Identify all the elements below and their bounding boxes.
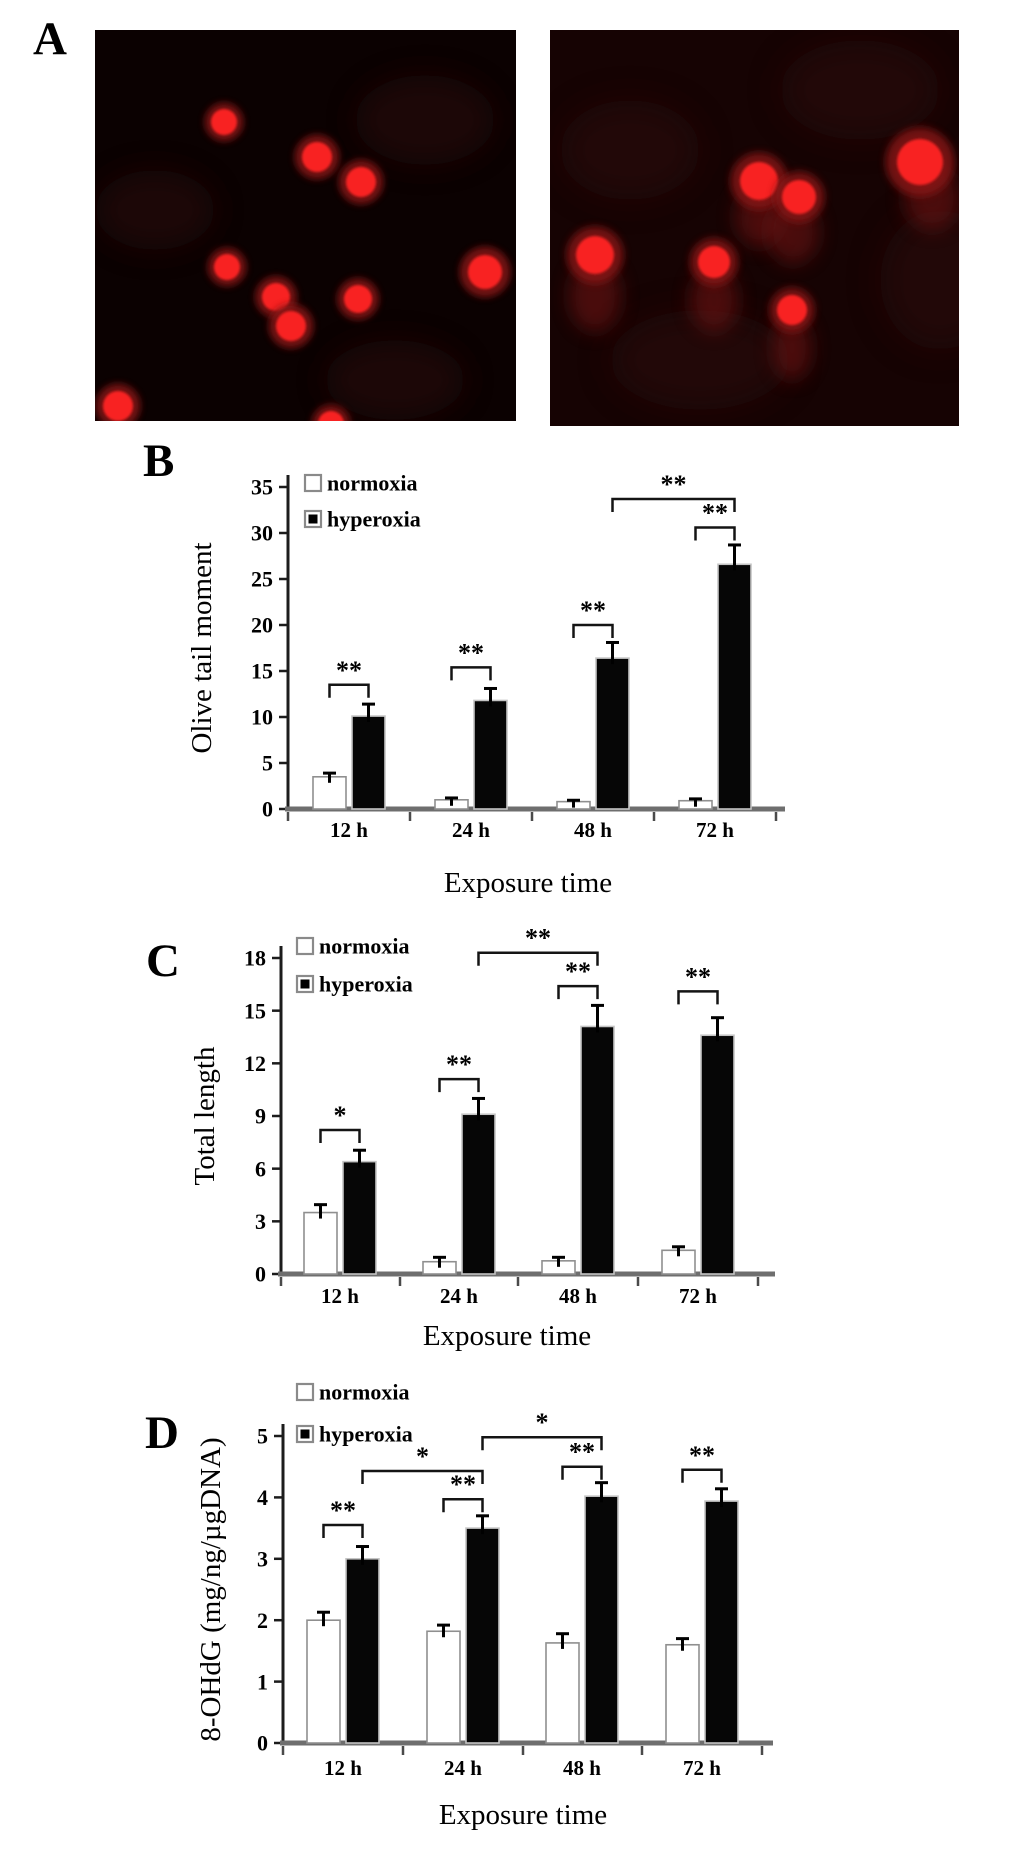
y-tick-label: 20 [251, 612, 273, 638]
bar-hyperoxia-48h [585, 1496, 618, 1743]
panel-d-label: D [145, 1407, 179, 1459]
significance-stars: ** [525, 923, 551, 953]
bar-normoxia-24h [427, 1631, 460, 1743]
significance-stars: ** [565, 957, 591, 987]
y-tick-label: 3 [255, 1209, 266, 1235]
x-category-label: 12 h [330, 818, 368, 842]
significance-stars: ** [702, 498, 728, 528]
y-tick-label: 4 [257, 1485, 268, 1511]
significance-stars: ** [689, 1440, 715, 1470]
x-category-label: 24 h [452, 818, 490, 842]
significance-stars: ** [450, 1470, 476, 1500]
significance-bracket [683, 1470, 722, 1483]
significance-bracket [679, 991, 718, 1004]
chart-panel-B [186, 470, 785, 899]
y-tick-label: 18 [244, 945, 266, 971]
bar-hyperoxia-24h [474, 700, 507, 809]
x-category-label: 24 h [440, 1284, 478, 1308]
significance-bracket [559, 986, 598, 999]
bar-normoxia-72h [666, 1645, 699, 1743]
significance-stars: ** [660, 469, 687, 499]
y-tick-label: 12 [244, 1051, 266, 1077]
significance-bracket [324, 1525, 363, 1538]
significance-stars: ** [458, 638, 484, 668]
x-category-label: 72 h [679, 1284, 717, 1308]
legend-swatch-inner-black [301, 1430, 310, 1439]
legend-swatch-normoxia-open-square-icon [297, 938, 313, 954]
significance-stars: ** [336, 655, 362, 685]
bar-hyperoxia-72h [718, 564, 751, 809]
y-tick-label: 5 [257, 1423, 268, 1449]
panel-b-label: B [143, 435, 175, 487]
bar-hyperoxia-72h [705, 1501, 738, 1743]
significance-bracket [696, 527, 735, 540]
y-tick-label: 15 [244, 998, 266, 1024]
bar-normoxia-48h [546, 1643, 579, 1743]
bar-hyperoxia-48h [581, 1026, 614, 1274]
legend-label-hyperoxia: hyperoxia [327, 506, 421, 532]
y-tick-label: 1 [257, 1669, 268, 1695]
y-tick-label: 6 [255, 1156, 266, 1182]
significance-bracket [440, 1079, 479, 1092]
significance-stars: ** [685, 962, 711, 992]
chart-panel-D [195, 1380, 773, 1831]
x-category-label: 12 h [321, 1284, 359, 1308]
x-axis-title: Exposure time [443, 867, 613, 899]
y-tick-label: 5 [262, 750, 273, 776]
bar-normoxia-12h [307, 1620, 340, 1743]
legend-swatch-normoxia-open-square-icon [297, 1384, 313, 1400]
x-axis-title: Exposure time [438, 1799, 608, 1831]
bar-hyperoxia-24h [466, 1528, 499, 1743]
y-tick-label: 10 [251, 704, 273, 730]
legend-label-normoxia: normoxia [319, 1379, 410, 1405]
bar-normoxia-12h [304, 1213, 337, 1274]
x-category-label: 48 h [563, 1756, 601, 1780]
y-axis-title: Olive tail moment [186, 542, 218, 754]
y-tick-label: 0 [257, 1730, 268, 1756]
y-tick-label: 35 [251, 474, 273, 500]
significance-stars: ** [569, 1437, 595, 1467]
y-tick-label: 0 [255, 1261, 266, 1287]
legend-swatch-inner-black [309, 515, 318, 524]
legend-label-hyperoxia: hyperoxia [319, 971, 413, 997]
panel-c-label: C [146, 935, 180, 987]
bar-hyperoxia-12h [343, 1162, 376, 1274]
significance-stars: * [333, 1101, 347, 1131]
significance-bracket [321, 1130, 360, 1143]
bar-hyperoxia-12h [352, 716, 385, 809]
y-tick-label: 3 [257, 1546, 268, 1572]
x-category-label: 24 h [444, 1756, 482, 1780]
legend-label-normoxia: normoxia [327, 470, 418, 496]
y-tick-label: 25 [251, 566, 273, 592]
significance-bracket [330, 685, 369, 698]
legend-label-hyperoxia: hyperoxia [319, 1421, 413, 1447]
panel-a-label: A [33, 13, 67, 65]
bar-hyperoxia-72h [701, 1035, 734, 1274]
significance-bracket [574, 625, 613, 638]
significance-bracket [452, 667, 491, 680]
x-axis-title: Exposure time [422, 1320, 592, 1352]
x-category-label: 72 h [683, 1756, 721, 1780]
legend-label-normoxia: normoxia [319, 933, 410, 959]
chart-panel-C [189, 924, 775, 1352]
legend-swatch-inner-black [301, 980, 310, 989]
legend-swatch-normoxia-open-square-icon [305, 475, 321, 491]
y-tick-label: 9 [255, 1103, 266, 1129]
significance-stars: ** [330, 1496, 356, 1526]
x-category-label: 48 h [574, 818, 612, 842]
significance-stars: * [416, 1441, 429, 1471]
x-category-label: 72 h [696, 818, 734, 842]
bar-hyperoxia-12h [346, 1559, 379, 1743]
bar-hyperoxia-48h [596, 658, 629, 809]
significance-stars: ** [580, 596, 606, 625]
x-category-label: 48 h [559, 1284, 597, 1308]
y-axis-title: 8-OHdG (mg/ng/µgDNA) [195, 1437, 227, 1742]
y-tick-label: 30 [251, 520, 273, 546]
y-tick-label: 2 [257, 1607, 268, 1633]
y-axis-title: Total length [189, 1046, 221, 1186]
significance-stars: ** [446, 1050, 472, 1080]
bar-hyperoxia-24h [462, 1114, 495, 1274]
significance-bracket [444, 1499, 483, 1512]
y-tick-label: 15 [251, 658, 273, 684]
significance-stars: * [535, 1408, 549, 1438]
significance-bracket [563, 1467, 602, 1480]
y-tick-label: 0 [262, 796, 273, 822]
x-category-label: 12 h [324, 1756, 362, 1780]
